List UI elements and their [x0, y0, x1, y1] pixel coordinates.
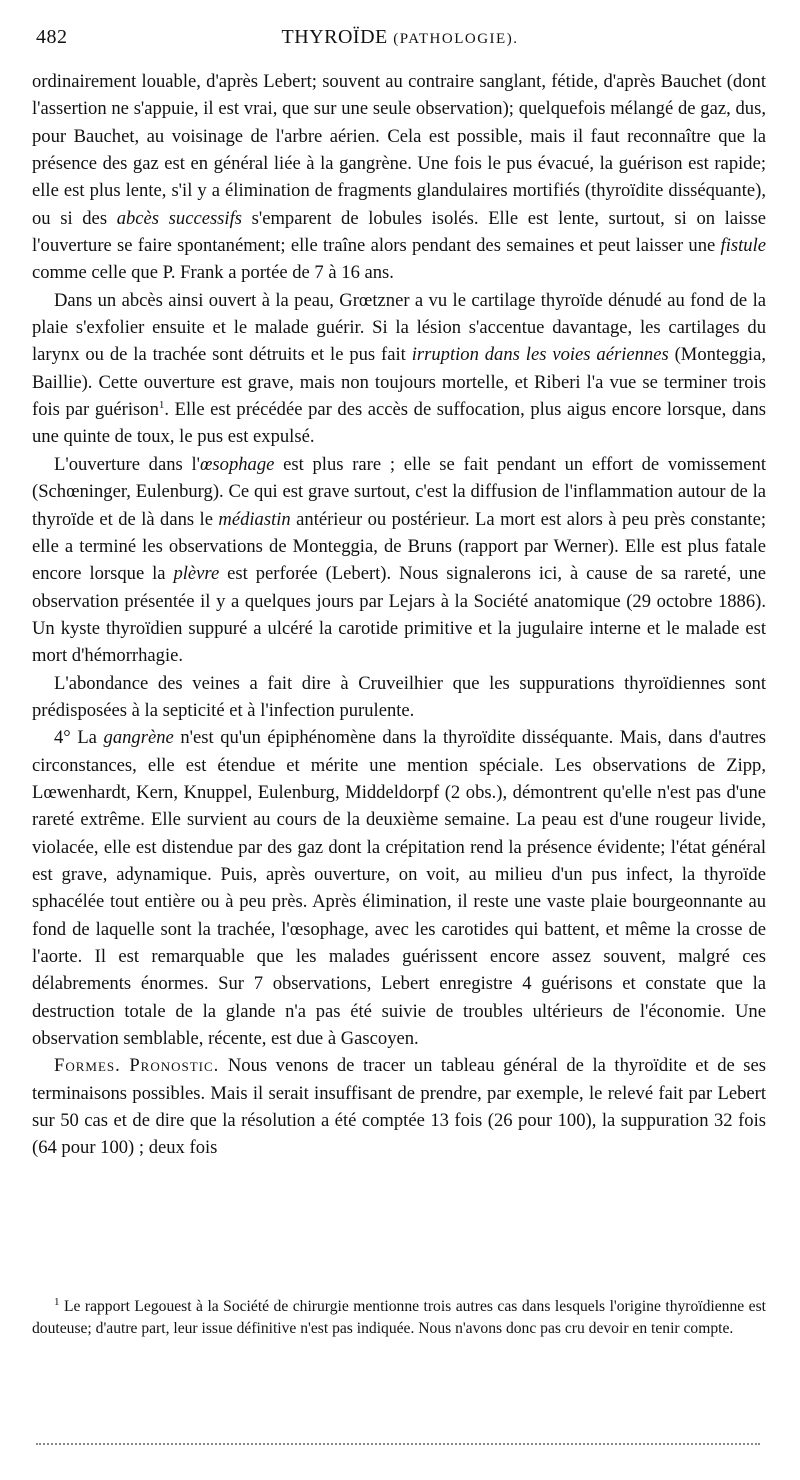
paragraph-6: [32, 1052, 766, 1161]
paragraph-5: [32, 724, 766, 1052]
text-run: L'abondance des veines a fait dire à Cruveilhier que les suppurations thyroïdiennes sont prédisposées à la septicité et à l'infection purulente.: [32, 672, 766, 721]
paragraph-1: [32, 68, 766, 287]
text-run: n'est qu'un épiphénomène dans la thyroïdite disséquante. Mais, dans d'autres circonstances, elle est étendue et mérite une mention spéciale. Les observations de Zipp, Lœwenhardt, Kern, Knuppel, Eulenburg, Middeldorpf (2 obs.), démontrent qu'elle n'est pas d'une rareté extrême. Elle survient au cours de la deuxième semaine. La peau est d'une rougeur livide, violacée, elle est distendue par des gaz dont la crépitation rend la présence évidente; l'état général est grave, adynamique. Puis, après ouverture, on voit, au milieu d'un pus infect, la thyroïde sphacélée tout entière ou à peu près. Après élimination, il reste une vaste plaie bourgeonnante au fond de laquelle sont la trachée, l'œsophage, avec les carotides qui battent, et même la crosse de l'aorte. Il est remarquable que les malades guérissent encore assez souvent, malgré ces délabrements énormes. Sur 7 observations, Lebert enregistre 4 guérisons et constate que la destruction totale de la glande n'a pas été suivie de troubles ultérieurs de l'économie. Une observation semblable, récente, est due à Gascoyen.: [32, 727, 767, 1050]
paragraph-4: [32, 670, 766, 725]
italic-term: gangrène: [103, 727, 174, 749]
text-run: . Elle est précédée par des accès de suffocation, plus aigus encore lorsque, dans une quinte de toux, le pus est expulsé.: [32, 399, 767, 448]
footnote-1: [32, 1296, 766, 1339]
text-run: s'emparent de lobules isolés. Elle est lente, surtout, si on laisse l'ouverture se faire spontanément; elle traîne alors pendant des semaines et peut laisser une: [32, 207, 766, 257]
footnote-reference: 1: [158, 398, 165, 411]
italic-term: médiastin: [218, 508, 291, 530]
text-run: Dans un abcès ainsi ouvert à la peau, Grœtzner a vu le cartilage thyroïde dénudé au fond de la plaie s'exfolier ensuite et le malade guérir. Si la lésion s'accentue davantage, les cartilages du larynx ou de la trachée sont détruits et le pus fait: [32, 289, 766, 366]
text-run: L'ouverture dans l': [54, 453, 201, 475]
page-header: [36, 26, 764, 60]
page-number: 482: [36, 26, 68, 48]
running-title-main: THYROÏDE: [281, 26, 388, 48]
bottom-dotted-rule: [36, 1443, 760, 1445]
text-run: 4° La: [54, 727, 104, 749]
italic-term: plèvre: [173, 563, 220, 585]
footnote-marker: 1: [54, 1295, 60, 1308]
text-run: (Monteggia, Baillie). Cette ouverture est grave, mais non toujours mortelle, et Riberi l'a vue se terminer trois fois par guérison: [32, 344, 766, 421]
italic-term: œsophage: [200, 453, 275, 475]
section-heading-pronostic: Pronostic.: [129, 1055, 220, 1077]
text-run: ordinairement louable, d'après Lebert; souvent au contraire sanglant, fétide, d'après Bauchet (dont l'assertion ne s'appuie, il est vrai, que sur une seule observation); quelquefois mélangé de gaz, dus, pour Bauchet, au voisinage de l'arbre aérien. Cela est possible, mais il faut reconnaître que la présence des gaz est en général liée à la gangrène. Une fois le pus évacué, la guérison est rapide; elle est plus lente, s'il y a élimination de fragments glandulaires mortifiés (thyroïdite disséquante), ou si des: [32, 71, 766, 229]
paragraph-2: [32, 287, 766, 451]
footnotes: [32, 1296, 766, 1339]
italic-term: abcès successifs: [116, 207, 242, 229]
running-title-sub: (PATHOLOGIE).: [393, 31, 519, 47]
text-run: antérieur ou postérieur. La mort est alors à peu près constante; elle a terminé les observations de Monteggia, de Bruns (rapport par Werner). Elle est plus fatale encore lorsque la: [32, 508, 767, 585]
paragraph-3: [32, 451, 766, 670]
main-text: [32, 68, 766, 1162]
footnote-text: Le rapport Legouest à la Société de chirurgie mentionne trois autres cas dans lesquels l'origine thyroïdienne est douteuse; d'autre part, leur issue définitive n'est pas indiquée. Nous n'avons donc pas cru devoir en tenir compte.: [32, 1298, 766, 1337]
running-title: [36, 26, 764, 49]
section-heading-formes: Formes.: [54, 1055, 121, 1077]
text-run: est plus rare ; elle se fait pendant un effort de vomissement (Schœninger, Eulenburg). Ce qui est grave surtout, c'est la diffusion de l'inflammation autour de la thyroïde et de là dans le: [32, 453, 766, 530]
italic-term: irruption dans les voies aériennes: [411, 344, 669, 366]
text-run: Nous venons de tracer un tableau général de la thyroïdite et de ses terminaisons possibles. Mais il serait insuffisant de prendre, par exemple, le relevé fait par Lebert sur 50 cas et de dire que la résolution a été comptée 13 fois (26 pour 100), la suppuration 32 fois (64 pour 100) ; deux fois: [32, 1055, 766, 1159]
text-run: comme celle que P. Frank a portée de 7 à 16 ans.: [32, 262, 394, 284]
italic-term: fistule: [720, 235, 766, 257]
text-run: est perforée (Lebert). Nous signalerons ici, à cause de sa rareté, une observation présentée il y a quelques jours par Lejars à la Société anatomique (29 octobre 1886). Un kyste thyroïdien suppuré a ulcéré la carotide primitive et la jugulaire interne et le malade est mort d'hémorrhagie.: [32, 563, 766, 667]
